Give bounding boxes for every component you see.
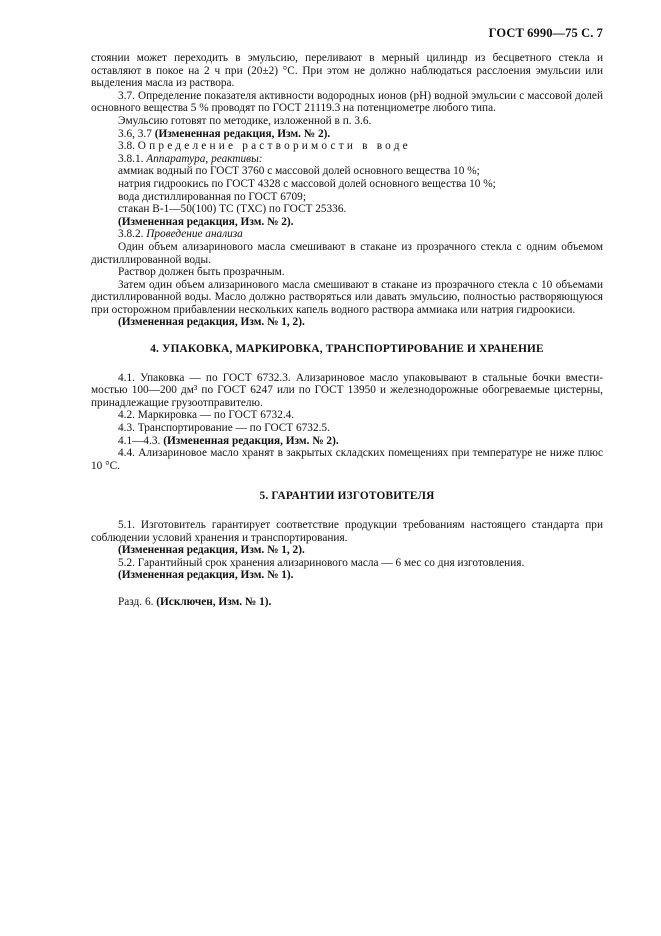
analysis-step: Раствор должен быть прозрачным. — [118, 266, 285, 279]
section-title: Аппаратура, реактивы: — [146, 152, 263, 165]
amendment-note: (Измененная редакция, Изм. № 1, 2). — [118, 316, 305, 329]
section-3-7: 3.7. Определение показателя активности водородных ионов (pH) водной эмульсии с массовой долей основного вещества 5 % проводят по ГОСТ 21119.3 на потенциометре любого типа. — [91, 89, 603, 115]
analysis-step: Затем один объем ализаринового масла смешивают в стакане из прозрачного стекла с 10 объемами дистиллированной воды. Масло должно растворяться или давать эмульсию, полностью растворяющуюся при осторожном прибавлении нескольких капель водного раствора аммиака или натрия гидроокиси. — [91, 278, 603, 316]
amendment-note: (Измененная редакция, Изм. № 2). — [118, 215, 294, 228]
reagent-item: натрия гидроокись по ГОСТ 4328 с массовой долей основного вещества 10 %; — [118, 177, 496, 190]
section-4-heading: 4. УПАКОВКА, МАРКИРОВКА, ТРАНСПОРТИРОВАНИЕ И ХРАНЕНИЕ — [150, 343, 544, 356]
document-body — [91, 52, 603, 609]
paragraph-continuation: стоянии может переходить в эмульсию, переливают в мерный цилиндр из бесцветного стекла и оставляют в покое на 2 ч при (20±2) °С. При этом не должно наблюдаться расслоения эмульсии или выделения масла из раствора. — [91, 52, 603, 90]
reagent-item: вода дистиллированная по ГОСТ 6709; — [118, 190, 306, 203]
section-4-3: 4.3. Транспортирование — по ГОСТ 6732.5. — [118, 422, 330, 435]
page-header: ГОСТ 6990—75 С. 7 — [488, 26, 603, 40]
section-3-8-2 — [91, 228, 603, 241]
section-4-4: 4.4. Ализариновое масло хранят в закрытых складских помещениях при температуре не ниже плюс 10 °С. — [91, 447, 603, 472]
section-ref: Разд. 6. — [118, 595, 157, 608]
section-number: 3.8.1. — [118, 152, 147, 165]
section-5-1: 5.1. Изготовитель гарантирует соответствие продукции требованиям настоящего стандарта при соблюдении условий хранения и транспортирования. — [91, 519, 603, 544]
amendment-ref: 4.1—4.3. — [118, 434, 164, 447]
section-4-1: 4.1. Упаковка — по ГОСТ 6732.3. Ализариновое масло упаковывают в стальные бочки вмести-мостью 100—200 дм³ по ГОСТ 6247 или по ГОСТ 13950 и железнодорожные обогреваемые цистерны, принадлежащие грузоотправителю. — [91, 371, 603, 409]
section-4-2: 4.2. Маркировка — по ГОСТ 6732.4. — [118, 409, 295, 422]
section-number: 3.8.2. — [118, 228, 147, 241]
section-3-8-1 — [91, 153, 603, 166]
amendment-text: (Измененная редакция, Изм. № 2). — [154, 127, 331, 140]
amendment-ref: 3.6, 3.7 — [118, 127, 155, 140]
emulsion-method-note: Эмульсию готовят по методике, изложенной в п. 3.6. — [118, 114, 372, 127]
amendment-note-3-6-3-7 — [91, 128, 603, 141]
amendment-text: (Измененная редакция, Изм. № 2). — [163, 434, 339, 447]
reagent-item: аммиак водный по ГОСТ 3760 с массовой долей основного вещества 10 %; — [118, 165, 480, 178]
section-number: 3.8. — [118, 140, 138, 153]
section-6-note — [91, 596, 603, 609]
analysis-step: Один объем ализаринового масла смешивают в стакане из прозрачного стекла с одним объемом дистиллированной воды. — [91, 240, 603, 266]
section-title: Определение растворимости в воде — [137, 140, 411, 153]
amendment-note: (Измененная редакция, Изм. № 1, 2). — [118, 544, 305, 557]
amendment-note-4-1-4-3 — [91, 435, 603, 448]
excluded-note: (Исключен, Изм. № 1). — [156, 595, 272, 608]
section-5-2: 5.2. Гарантийный срок хранения ализаринового масла — 6 мес со дня изготовления. — [118, 556, 525, 569]
reagent-item: стакан В-1—50(100) ТС (ТХС) по ГОСТ 25336. — [118, 203, 347, 216]
section-3-8 — [91, 140, 603, 153]
section-5-heading: 5. ГАРАНТИИ ИЗГОТОВИТЕЛЯ — [259, 490, 435, 503]
amendment-note: (Измененная редакция, Изм. № 1). — [118, 569, 294, 582]
section-title: Проведение анализа — [146, 228, 243, 241]
